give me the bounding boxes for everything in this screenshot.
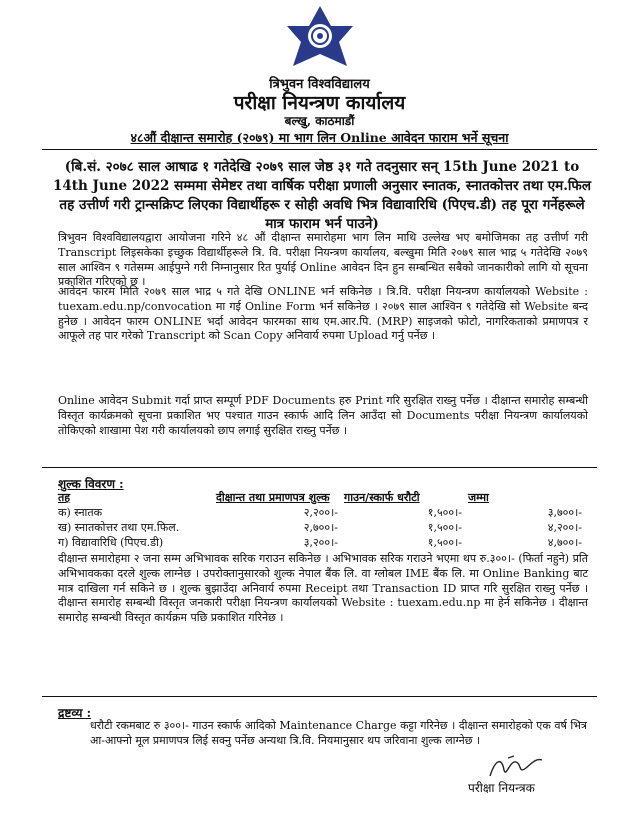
university-name: त्रिभुवन विश्वविद्यालय [269, 77, 370, 92]
fee-notes-paragraph: दीक्षान्त समारोहमा २ जना सम्म अभिभावक सरिक गराउन सकिनेछ । अभिभावक सरिक गराउने भएमा थप रु.३००।- (फिर्ता नहुने) प्रति अभिभावकका दरले शुल्क लाग्नेछ । उपरोक्तानुसारको शुल्क नेपाल बैंक लि. वा ग्लोबल IME बैंक लि. मा Online Banking बाट मात्र दाखिला गर्न सकिने छ । शुल्क बुझाउँदा अनिवार्य रुपमा Receipt तथा Transaction ID प्राप्त गरि सुरक्षित राख्नु पर्नेछ । दीक्षान्त समारोह सम्बन्धी विस्तृत जनकारी परीक्षा नियन्त्रण कार्यालयको Website : tuexam.edu.np मा हेर्न सकिनेछ । दीक्षान्त समारोह सम्बन्धी विस्तृत कार्यक्रम पछि प्रकाशित गरिनेछ । [58, 552, 588, 625]
col-total: जम्मा [468, 491, 489, 504]
university-logo [283, 4, 357, 76]
signatory-title: परीक्षा नियन्त्रक [468, 781, 535, 795]
fee-deposit: १,५००।- [427, 521, 462, 534]
note-title: द्रष्टव्य : [58, 706, 92, 720]
col-level: तह [58, 491, 71, 504]
fee-amount: २,७००।- [303, 521, 338, 534]
note-text: धरौटी रकमबाट रु ३००।- गाउन स्कार्फ आदिको Maintenance Charge कट्टा गरिनेछ । दीक्षान्त समारोहको एक वर्ष भित्र आ-आफ्नो मूल प्रमाणपत्र लिई सक्नु पर्नेछ अन्यथा त्रि.वि. नियमानुसार थप जरिवाना शुल्क लाग्नेछ । [90, 719, 587, 747]
fee-deposit: १,५००।- [427, 506, 462, 519]
office-location: बल्खु, काठमाडौं [284, 114, 355, 128]
fee-section-title: शुल्क विवरण : [58, 477, 124, 491]
col-gown-deposit: गाउन/स्कार्फ धरौटी [344, 491, 420, 504]
fee-amount: २,२००।- [303, 506, 338, 519]
fee-amount: ३,२००।- [303, 536, 338, 549]
fee-level: क) स्नातक [58, 506, 103, 519]
notice-title: ४८औं दीक्षान्त समारोह (२०७९) मा भाग लिन Online आवेदन फाराम भर्ने सूचना [130, 130, 509, 145]
section-divider [42, 467, 597, 468]
intro-paragraph: त्रिभुवन विश्वविद्यालयद्वारा आयोजना गरिने ४८ औं दीक्षान्त समारोहमा भाग लिन माथि उल्लेख भए बमोजिमका तह उत्तीर्ण गरी Transcript लिइसकेका इच्छुक विद्यार्थीहरूले त्रि. वि. परीक्षा नियन्त्रण कार्यालय, बल्खुमा मिति २०७९ साल भाद्र ५ गतेदेखि २०७९ साल आश्विन ९ गतेसम्म आईपुग्ने गरी निम्नानुसार रित पुर्याई Online आवेदन दिन हुन सम्बन्धित सबैको जानकारीको लागि यो सूचना प्रकाशित गरिएको छ । [58, 231, 588, 289]
documents-paragraph: Online आवेदन Submit गर्दा प्राप्त सम्पूर्ण PDF Documents हरु Print गरि सुरक्षित राख्नु पर्नेछ । दीक्षान्त समारोह सम्बन्धी विस्तृत कार्यक्रमको सूचना प्रकाशित भए पश्चात गाउन स्कार्फ आदि लिन आउँदा सो Documents परीक्षा नियन्त्रण कार्यालयको तोकिएको शाखामा पेश गरी कार्यालयको छाप लगाई सुरक्षित राख्नु पर्नेछ । [58, 394, 588, 437]
application-paragraph: आवेदन फारम मिति २०७९ साल भाद्र ५ गते देखि ONLINE भर्न सकिनेछ । त्रि.वि. परीक्षा नियन्त्रण कार्यालयको Website : tuexam.edu.np/convocation मा गई Online Form भर्न सकिनेछ । २०७९ साल आश्विन ९ गतेदेखि सो Website बन्द हुनेछ । आवेदन फारम ONLINE भर्दा आवेदन फारमका साथ एम.आर.पि. (MRP) साइजको फोटो, नागरिकताको प्रमाणपत्र र आफूले तह पार गरेको Transcript को Scan Copy अनिवार्य रुपमा Upload गर्नु पर्नेछ । [58, 285, 588, 343]
header-divider [42, 149, 597, 150]
fee-deposit: १,५००।- [427, 536, 462, 549]
table-row [58, 535, 588, 550]
fee-total: ४,२००।- [547, 521, 582, 534]
fee-total: ३,७००।- [547, 506, 582, 519]
table-row [58, 520, 588, 535]
office-name: परीक्षा नियन्त्रण कार्यालय [233, 92, 406, 114]
signature-mark [486, 752, 546, 782]
fee-level: ग) विद्यावारिधि (पिएच.डी) [58, 536, 164, 549]
col-convocation-fee: दीक्षान्त तथा प्रमाणपत्र शुल्क [216, 491, 330, 504]
eligibility-statement: (बि.सं. २०७८ साल आषाढ १ गतेदेखि २०७९ साल जेष्ठ ३१ गते तदनुसार सन् 15th June 2021 to 14th June 2022 सम्ममा सेमेष्टर तथा वार्षिक परीक्षा प्रणाली अनुसार स्नातक, स्नातकोत्तर तथा एम.फिल तह उत्तीर्ण गरी ट्रान्सक्रिप्ट लिएका विद्यार्थीहरू र सोही अवधि भित्र विद्यावारिधि (पिएच.डी) तह पूरा गर्नेहरूले मात्र फाराम भर्न पाउने) [53, 159, 591, 232]
fee-level: ख) स्नातकोत्तर तथा एम.फिल. [58, 521, 180, 534]
table-row [58, 505, 588, 520]
fee-table [58, 490, 588, 550]
note-divider [42, 696, 597, 697]
fee-total: ४,७००।- [547, 536, 582, 549]
fee-table-header [58, 490, 588, 505]
